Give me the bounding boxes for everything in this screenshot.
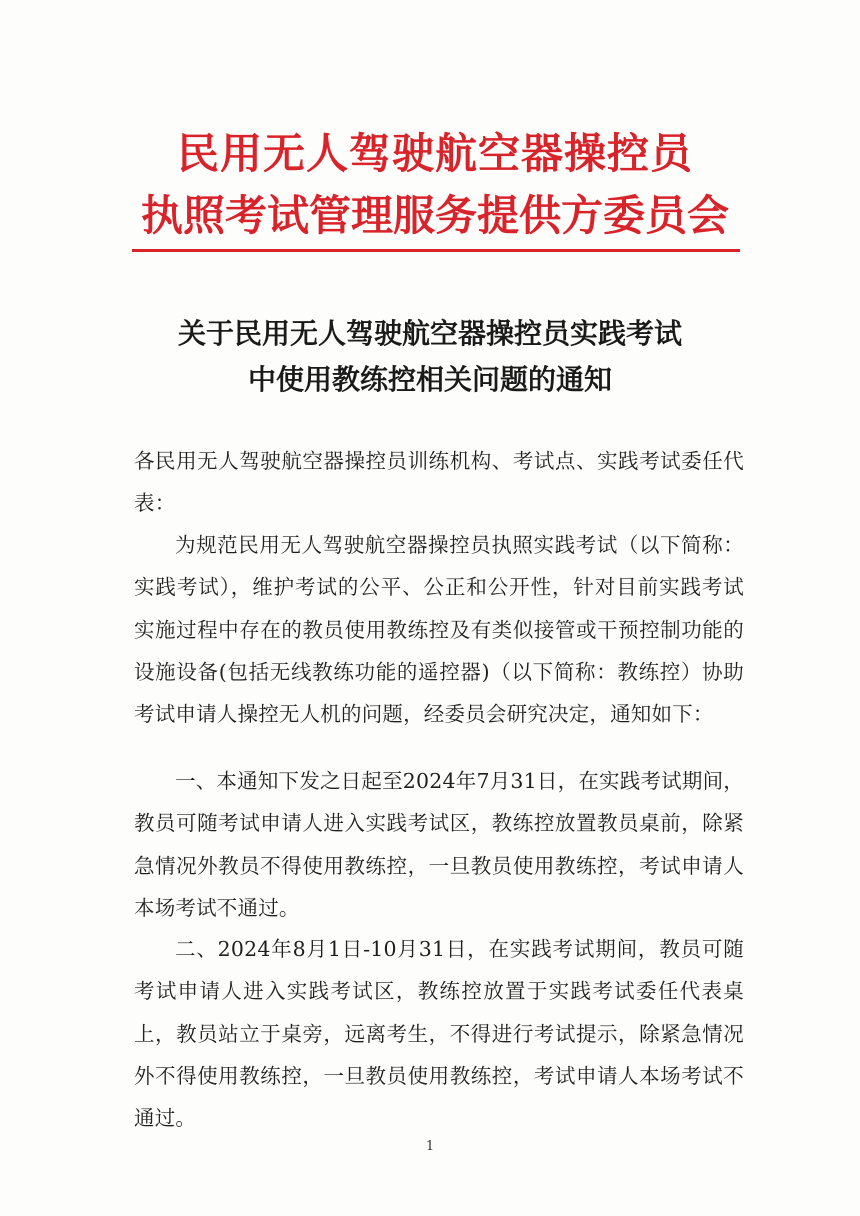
notice-title-line-1: 关于民用无人驾驶航空器操控员实践考试 [177,317,682,350]
letterhead-line-2: 执照考试管理服务提供方委员会 [140,191,729,240]
letterhead-red-rule [132,249,740,252]
intro-paragraph: 为规范民用无人驾驶航空器操控员执照实践考试（以下简称：实践考试），维护考试的公平、公正和公开性，针对目前实践考试实施过程中存在的教员使用教练控及有类似接管或干预控制功能的设施设备(包括无线教练功能的遥控器)（以下简称：教练控）协助考试申请人操控无人机的问题，经委员会研究决定，通知如下： [134,533,744,727]
addressee: 各民用无人驾驶航空器操控员训练机构、考试点、实践考试委任代表： [134,449,744,516]
item-1-paragraph: 一、本通知下发之日起至2024年7月31日，在实践考试期间，教员可随考试申请人进入实践考试区，教练控放置教员桌前，除紧急情况外教员不得使用教练控，一旦教员使用教练控，考试申请人本场考试不通过。 [134,769,744,920]
page-number: 1 [425,1139,435,1154]
notice-title-line-2: 中使用教练控相关问题的通知 [247,363,612,396]
letterhead-line-1: 民用无人驾驶航空器操控员 [176,129,693,178]
item-2-paragraph: 二、2024年8月1日-10月31日，在实践考试期间，教员可随考试申请人进入实践考试区，教练控放置于实践考试委任代表桌上，教员站立于桌旁，远离考生，不得进行考试提示，除紧急情况外不得使用教练控，一旦教员使用教练控，考试申请人本场考试不通过。 [134,937,744,1131]
